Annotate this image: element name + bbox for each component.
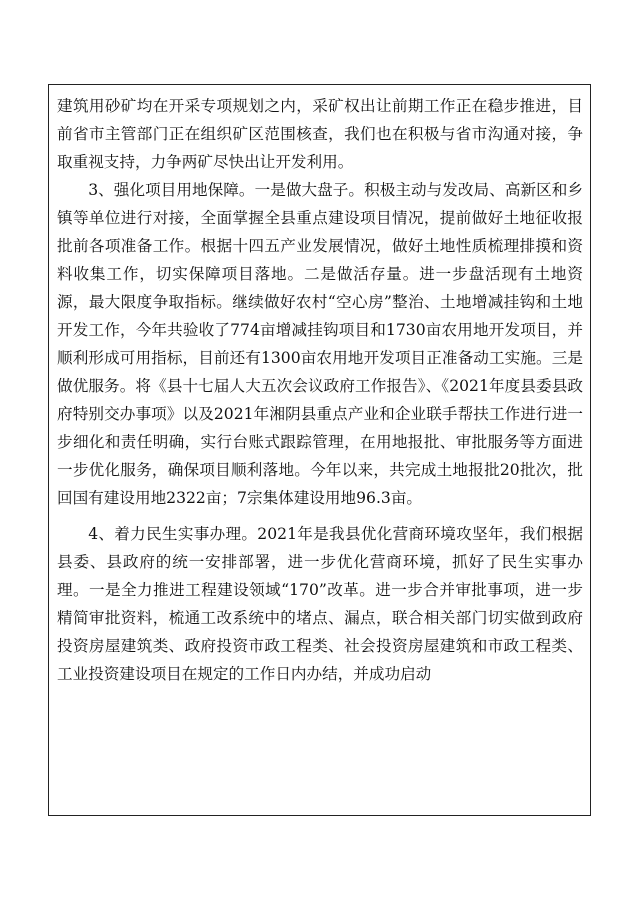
paragraph-livelihood-affairs: 4、着力民生实事办理。2021年是我县优化营商环境攻坚年，我们根据县委、县政府的统一安排部署，进一步优化营商环境，抓好了民生实事办理。一是全力推进工程建设领域“170”改革。进一步合并审批事项，进一步精简审批资料，梳通工改系统中的堵点、漏点，联合相关部门切实做到政府投资房屋建筑类、政府投资市政工程类、社会投资房屋建筑和市政工程类、工业投资建设项目在规定的工作日内办结，并成功启动 bbox=[57, 525, 583, 683]
document-body bbox=[57, 92, 583, 688]
paragraph-mining-rights: 建筑用砂矿均在开采专项规划之内，采矿权出让前期工作正在稳步推进，目前省市主管部门正在组织矿区范围核查，我们也在积极与省市沟通对接，争取重视支持，力争两矿尽快出让开发利用。 bbox=[57, 97, 583, 171]
paragraph-gap bbox=[57, 512, 583, 520]
paragraph-land-use-guarantee: 3、强化项目用地保障。一是做大盘子。积极主动与发改局、高新区和乡镇等单位进行对接，全面掌握全县重点建设项目情况，提前做好土地征收报批前各项准备工作。根据十四五产业发展情况，做好土地性质梳理排摸和资料收集工作，切实保障项目落地。二是做活存量。进一步盘活现有土地资源，最大限度争取指标。继续做好农村“空心房”整治、土地增减挂钩和土地开发工作，今年共验收了774亩增减挂钩项目和1730亩农用地开发项目，并顺利形成可用指标，目前还有1300亩农用地开发项目正准备动工实施。三是做优服务。将《县十七届人大五次会议政府工作报告》、《2021年度县委县政府特别交办事项》以及2021年湘阴县重点产业和企业联手帮扶工作进行进一步细化和责任明确，实行台账式跟踪管理，在用地报批、审批服务等方面进一步优化服务，确保项目顺利落地。今年以来，共完成土地报批20批次，批回国有建设用地2322亩；7宗集体建设用地96.3亩。 bbox=[57, 181, 583, 507]
